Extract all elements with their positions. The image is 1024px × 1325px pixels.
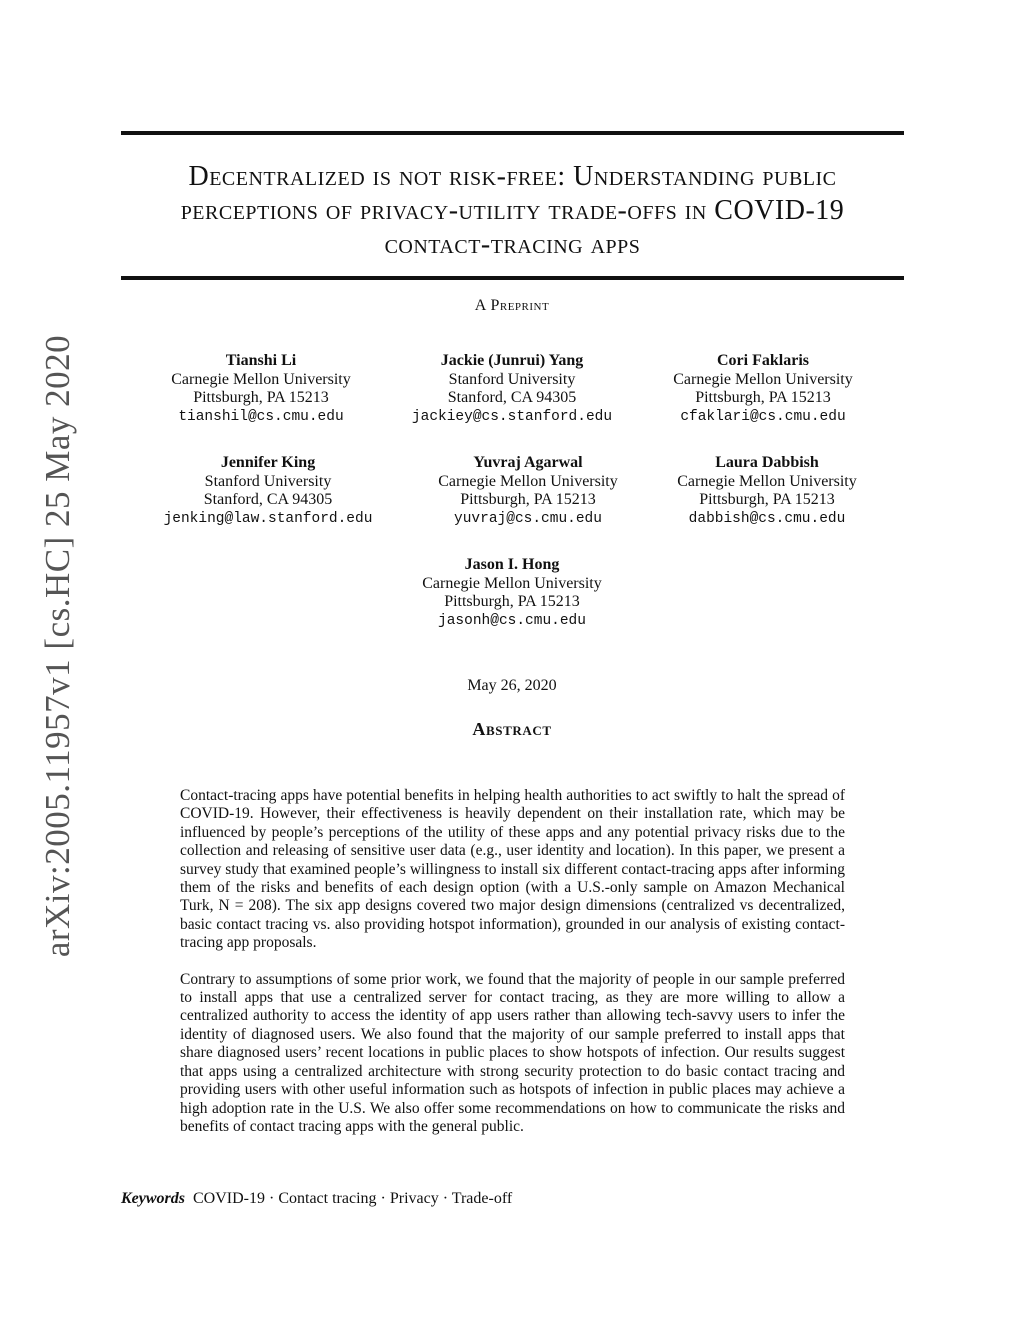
author-email[interactable]: cfaklari@cs.cmu.edu	[680, 408, 846, 425]
author-email[interactable]: jenking@law.stanford.edu	[163, 510, 373, 527]
publication-date: May 26, 2020	[467, 677, 557, 694]
author-block	[627, 454, 907, 528]
author-block	[372, 556, 652, 630]
author-address: Pittsburgh, PA 15213	[695, 389, 831, 406]
author-affiliation: Carnegie Mellon University	[171, 370, 351, 388]
author-name: Jason I. Hong	[464, 556, 560, 573]
keywords-label: Keywords	[121, 1190, 185, 1207]
author-block	[623, 352, 903, 426]
author-block	[128, 454, 408, 528]
author-address: Pittsburgh, PA 15213	[699, 491, 835, 508]
title-line: Decentralized is not risk-free: Understanding public	[188, 161, 837, 192]
author-affiliation: Carnegie Mellon University	[673, 370, 853, 388]
author-email[interactable]: jasonh@cs.cmu.edu	[438, 612, 586, 629]
keywords-list: COVID-19 · Contact tracing · Privacy · Trade-off	[193, 1190, 513, 1207]
author-block	[388, 454, 668, 528]
author-email[interactable]: jackiey@cs.stanford.edu	[411, 408, 613, 425]
abstract-heading: Abstract	[472, 719, 552, 739]
author-name: Tianshi Li	[225, 352, 297, 369]
abstract-paragraph: Contact-tracing apps have potential benefits in helping health authorities to act swiftly to halt the spread of COVID-19. However, their effectiveness is heavily dependent on their installation rate, which may be influenced by people’s perceptions of the utility of these apps and any potential privacy risks due to the collection and releasing of sensitive user data (e.g., user identity and location). In this paper, we present a survey study that examined people’s willingness to install six different contact-tracing apps after informing them of the risks and benefits of each design option (with a U.S.-only sample on Amazon Mechanical Turk, N = 208). The six app designs covered two major design dimensions (centralized vs decentralized, basic contact tracing vs. also providing hotspot information), grounded in our analysis of existing contact-tracing app proposals.	[180, 787, 845, 952]
author-name: Jackie (Junrui) Yang	[440, 352, 584, 369]
author-address: Stanford, CA 94305	[203, 491, 333, 508]
author-address: Pittsburgh, PA 15213	[460, 491, 596, 508]
author-email[interactable]: dabbish@cs.cmu.edu	[688, 510, 846, 527]
author-name: Laura Dabbish	[715, 454, 819, 471]
author-affiliation: Carnegie Mellon University	[438, 472, 618, 490]
author-email[interactable]: yuvraj@cs.cmu.edu	[454, 510, 602, 527]
author-address: Pittsburgh, PA 15213	[193, 389, 329, 406]
abstract-body	[180, 787, 845, 1154]
title-rule-bottom	[121, 276, 904, 280]
title-line: perceptions of privacy-utility trade-offs in COVID-19	[180, 195, 845, 226]
author-email[interactable]: tianshil@cs.cmu.edu	[178, 408, 344, 425]
title-rule-top	[121, 131, 904, 135]
author-affiliation: Stanford University	[204, 472, 332, 490]
author-address: Pittsburgh, PA 15213	[444, 593, 580, 610]
author-block	[372, 352, 652, 426]
arxiv-stamp: arXiv:2005.11957v1 [cs.HC] 25 May 2020	[38, 334, 77, 958]
title-line: contact-tracing apps	[384, 229, 641, 260]
author-block	[121, 352, 401, 426]
author-name: Jennifer King	[220, 454, 316, 471]
keywords	[121, 1190, 512, 1208]
paper-title	[110, 160, 915, 262]
author-address: Stanford, CA 94305	[447, 389, 577, 406]
author-affiliation: Stanford University	[448, 370, 576, 388]
author-name: Yuvraj Agarwal	[473, 454, 583, 471]
author-name: Cori Faklaris	[717, 352, 809, 369]
abstract-paragraph: Contrary to assumptions of some prior work, we found that the majority of people in our sample preferred to install apps that use a centralized server for contact tracing, as they are more willing to allow a centralized authority to access the identity of app users rather than allowing tech-savvy users to infer the identity of diagnosed users. We also found that the majority of our sample preferred to install apps that share diagnosed users’ recent locations in public places to show hotspots of infection. Our results suggest that apps using a centralized architecture with strong security protection to do basic contact tracing and providing users with other useful information such as hotspots of infection in public places may achieve a high adoption rate in the U.S. We also offer some recommendations on how to communicate the risks and benefits of contact tracing apps with the general public.	[180, 970, 845, 1135]
author-affiliation: Carnegie Mellon University	[422, 574, 602, 592]
author-affiliation: Carnegie Mellon University	[677, 472, 857, 490]
preprint-label: A Preprint	[474, 297, 550, 314]
